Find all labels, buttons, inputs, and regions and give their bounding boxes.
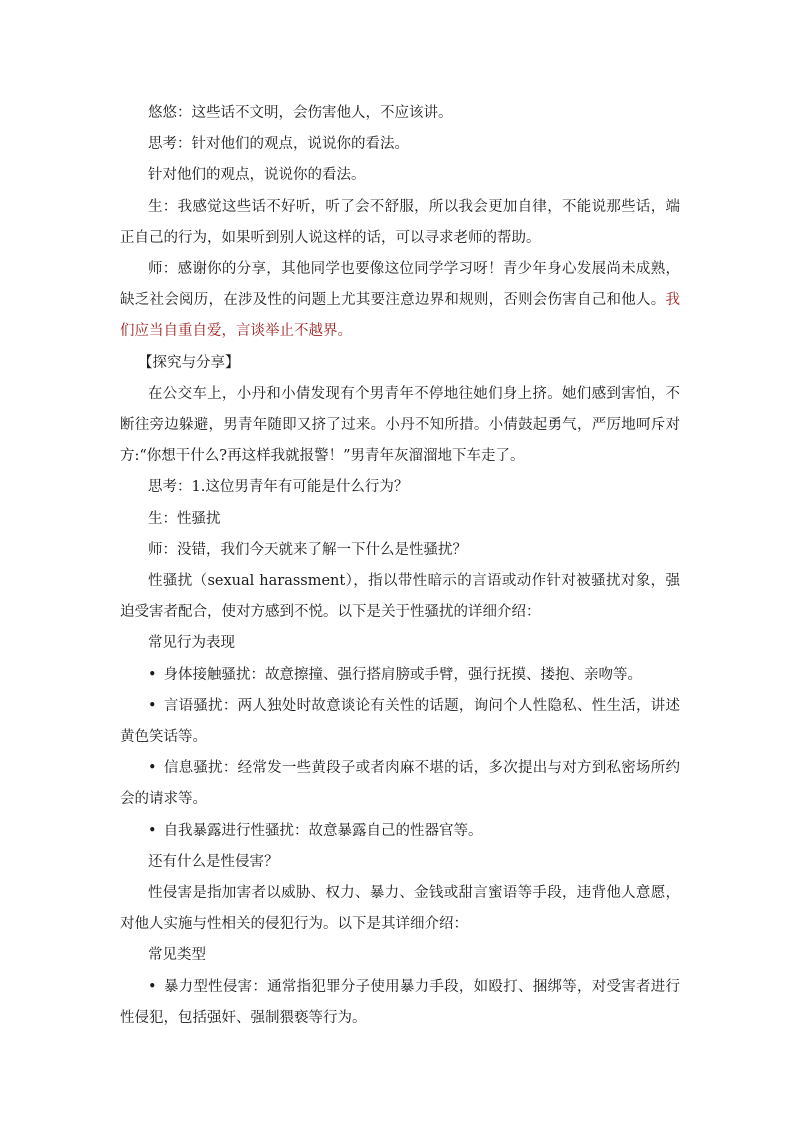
paragraph-assault-question: 还有什么是性侵害？	[148, 853, 279, 870]
paragraph-harassment-definition: 性骚扰（sexual harassment），指以带性暗示的言语或动作针对被骚扰对象，强迫受害者配合，使对方感到不悦。以下是关于性骚扰的详细介绍：	[120, 573, 680, 621]
paragraph-youyou: 悠悠：这些话不文明，会伤害他人，不应该讲。	[148, 105, 453, 121]
teacher-reply-text: 师：感谢你的分享，其他同学也要像这位同学学习呀！青少年身心发展尚未成熟，缺乏社会阅历，在涉及性的问题上尤其要注意边界和规则，否则会伤害自己和他人。	[120, 261, 680, 309]
paragraph-student-reply: 生：性骚扰	[148, 510, 221, 527]
paragraph-think-question: 思考：1.这位男青年有可能是什么行为？	[148, 479, 409, 496]
list-item: • 言语骚扰：两人独处时故意谈论有关性的话题，询问个人性隐私、性生活，讲述黄色笑话等。	[120, 691, 680, 753]
paragraph-bus-story: 在公交车上，小丹和小倩发现有个男青年不停地往她们身上挤。她们感到害怕，不断往旁边躲避，男青年随即又挤了过来。小丹不知所措。小倩鼓起勇气，严厉地呵斥对方:“你想干什么?再这样我就报警！”男青年灰溜溜地下车走了。	[120, 385, 680, 465]
list-item: • 暴力型性侵害：通常指犯罪分子使用暴力手段，如殴打、捆绑等，对受害者进行性侵犯，包括强奸、强制猥亵等行为。	[120, 972, 680, 1034]
bullet-icon: •	[148, 666, 157, 683]
paragraph-think-prompt: 思考：针对他们的观点，说说你的看法。	[148, 136, 409, 153]
bullet-icon: •	[148, 697, 157, 714]
bullet-icon: •	[148, 822, 157, 839]
list-item: • 身体接触骚扰：故意擦撞、强行搭肩膀或手臂，强行抚摸、搂抱、亲吻等。	[120, 660, 680, 691]
document-body	[120, 98, 680, 1034]
list-item: • 自我暴露进行性骚扰：故意暴露自己的性器官等。	[120, 816, 680, 847]
paragraph-prompt-repeat: 针对他们的观点，说说你的看法。	[148, 167, 366, 184]
section-heading: 【探究与分享】	[138, 354, 240, 371]
paragraph-teacher-intro: 师：没错，我们今天就来了解一下什么是性骚扰？	[148, 541, 467, 558]
teacher-reply-emphasis: 我们应当自重自爱，言谈举止不越界。	[120, 292, 680, 340]
paragraph-assault-definition: 性侵害是指加害者以威胁、权力、暴力、金钱或甜言蜜语等手段，违背他人意愿，对他人实施与性相关的侵犯行为。以下是其详细介绍：	[120, 885, 680, 933]
paragraph-student-answer: 生：我感觉这些话不好听，听了会不舒服，所以我会更加自律，不能说那些话，端正自己的行为，如果听到别人说这样的话，可以寻求老师的帮助。	[120, 198, 680, 246]
paragraph-teacher-reply	[120, 254, 680, 348]
subheading-common-behaviors: 常见行为表现	[148, 635, 235, 652]
bullet-icon: •	[148, 760, 157, 777]
list-item: • 信息骚扰：经常发一些黄段子或者肉麻不堪的话，多次提出与对方到私密场所约会的请求等。	[120, 753, 680, 815]
bullet-icon: •	[148, 978, 157, 995]
subheading-common-types: 常见类型	[148, 947, 206, 964]
